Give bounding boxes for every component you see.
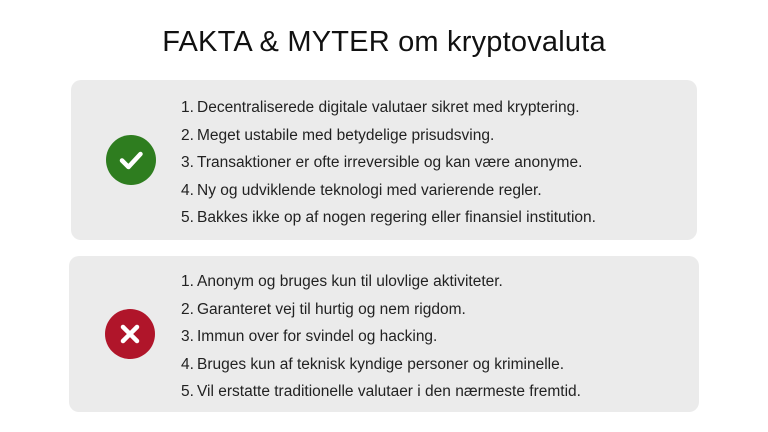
list-item [181,296,581,324]
item-number: 3. [181,154,194,171]
list-item [181,204,596,232]
item-text: Decentraliserede digitale valutaer sikret med kryptering. [197,99,580,116]
item-text: Ny og udviklende teknologi med varierende regler. [197,181,542,199]
item-text: Immun over for svindel og hacking. [197,328,438,345]
item-number: 1. [181,273,194,290]
myths-panel [69,256,699,412]
list-item [181,268,581,296]
checkmark-icon [106,135,156,185]
list-item [181,177,596,205]
item-number: 5. [181,383,194,400]
item-number: 5. [181,209,194,226]
page-title: FAKTA & MYTER om kryptovaluta [162,26,606,58]
list-item [181,94,596,122]
item-text: Transaktioner er ofte irreversible og kan være anonyme. [197,154,583,171]
facts-panel [71,80,697,240]
item-number: 1. [181,99,194,116]
item-text: Bruges kun af teknisk kyndige personer og kriminelle. [197,355,565,373]
list-item [181,149,596,177]
item-number: 2. [181,300,194,318]
facts-list [181,94,596,232]
item-text: Bakkes ikke op af nogen regering eller finansiel institution. [197,209,596,226]
item-text: Meget ustabile med betydelige prisudsving. [197,126,495,144]
item-text: Vil erstatte traditionelle valutaer i den nærmeste fremtid. [197,383,581,400]
myths-list [181,268,581,406]
list-item [181,378,581,406]
list-item [181,122,596,150]
item-number: 2. [181,126,194,144]
list-item [181,351,581,379]
item-number: 4. [181,355,194,373]
cross-icon [105,309,155,359]
item-text: Garanteret vej til hurtig og nem rigdom. [197,300,466,318]
item-number: 4. [181,181,194,199]
item-number: 3. [181,328,194,345]
list-item [181,323,581,351]
item-text: Anonym og bruges kun til ulovlige aktiviteter. [197,273,503,290]
